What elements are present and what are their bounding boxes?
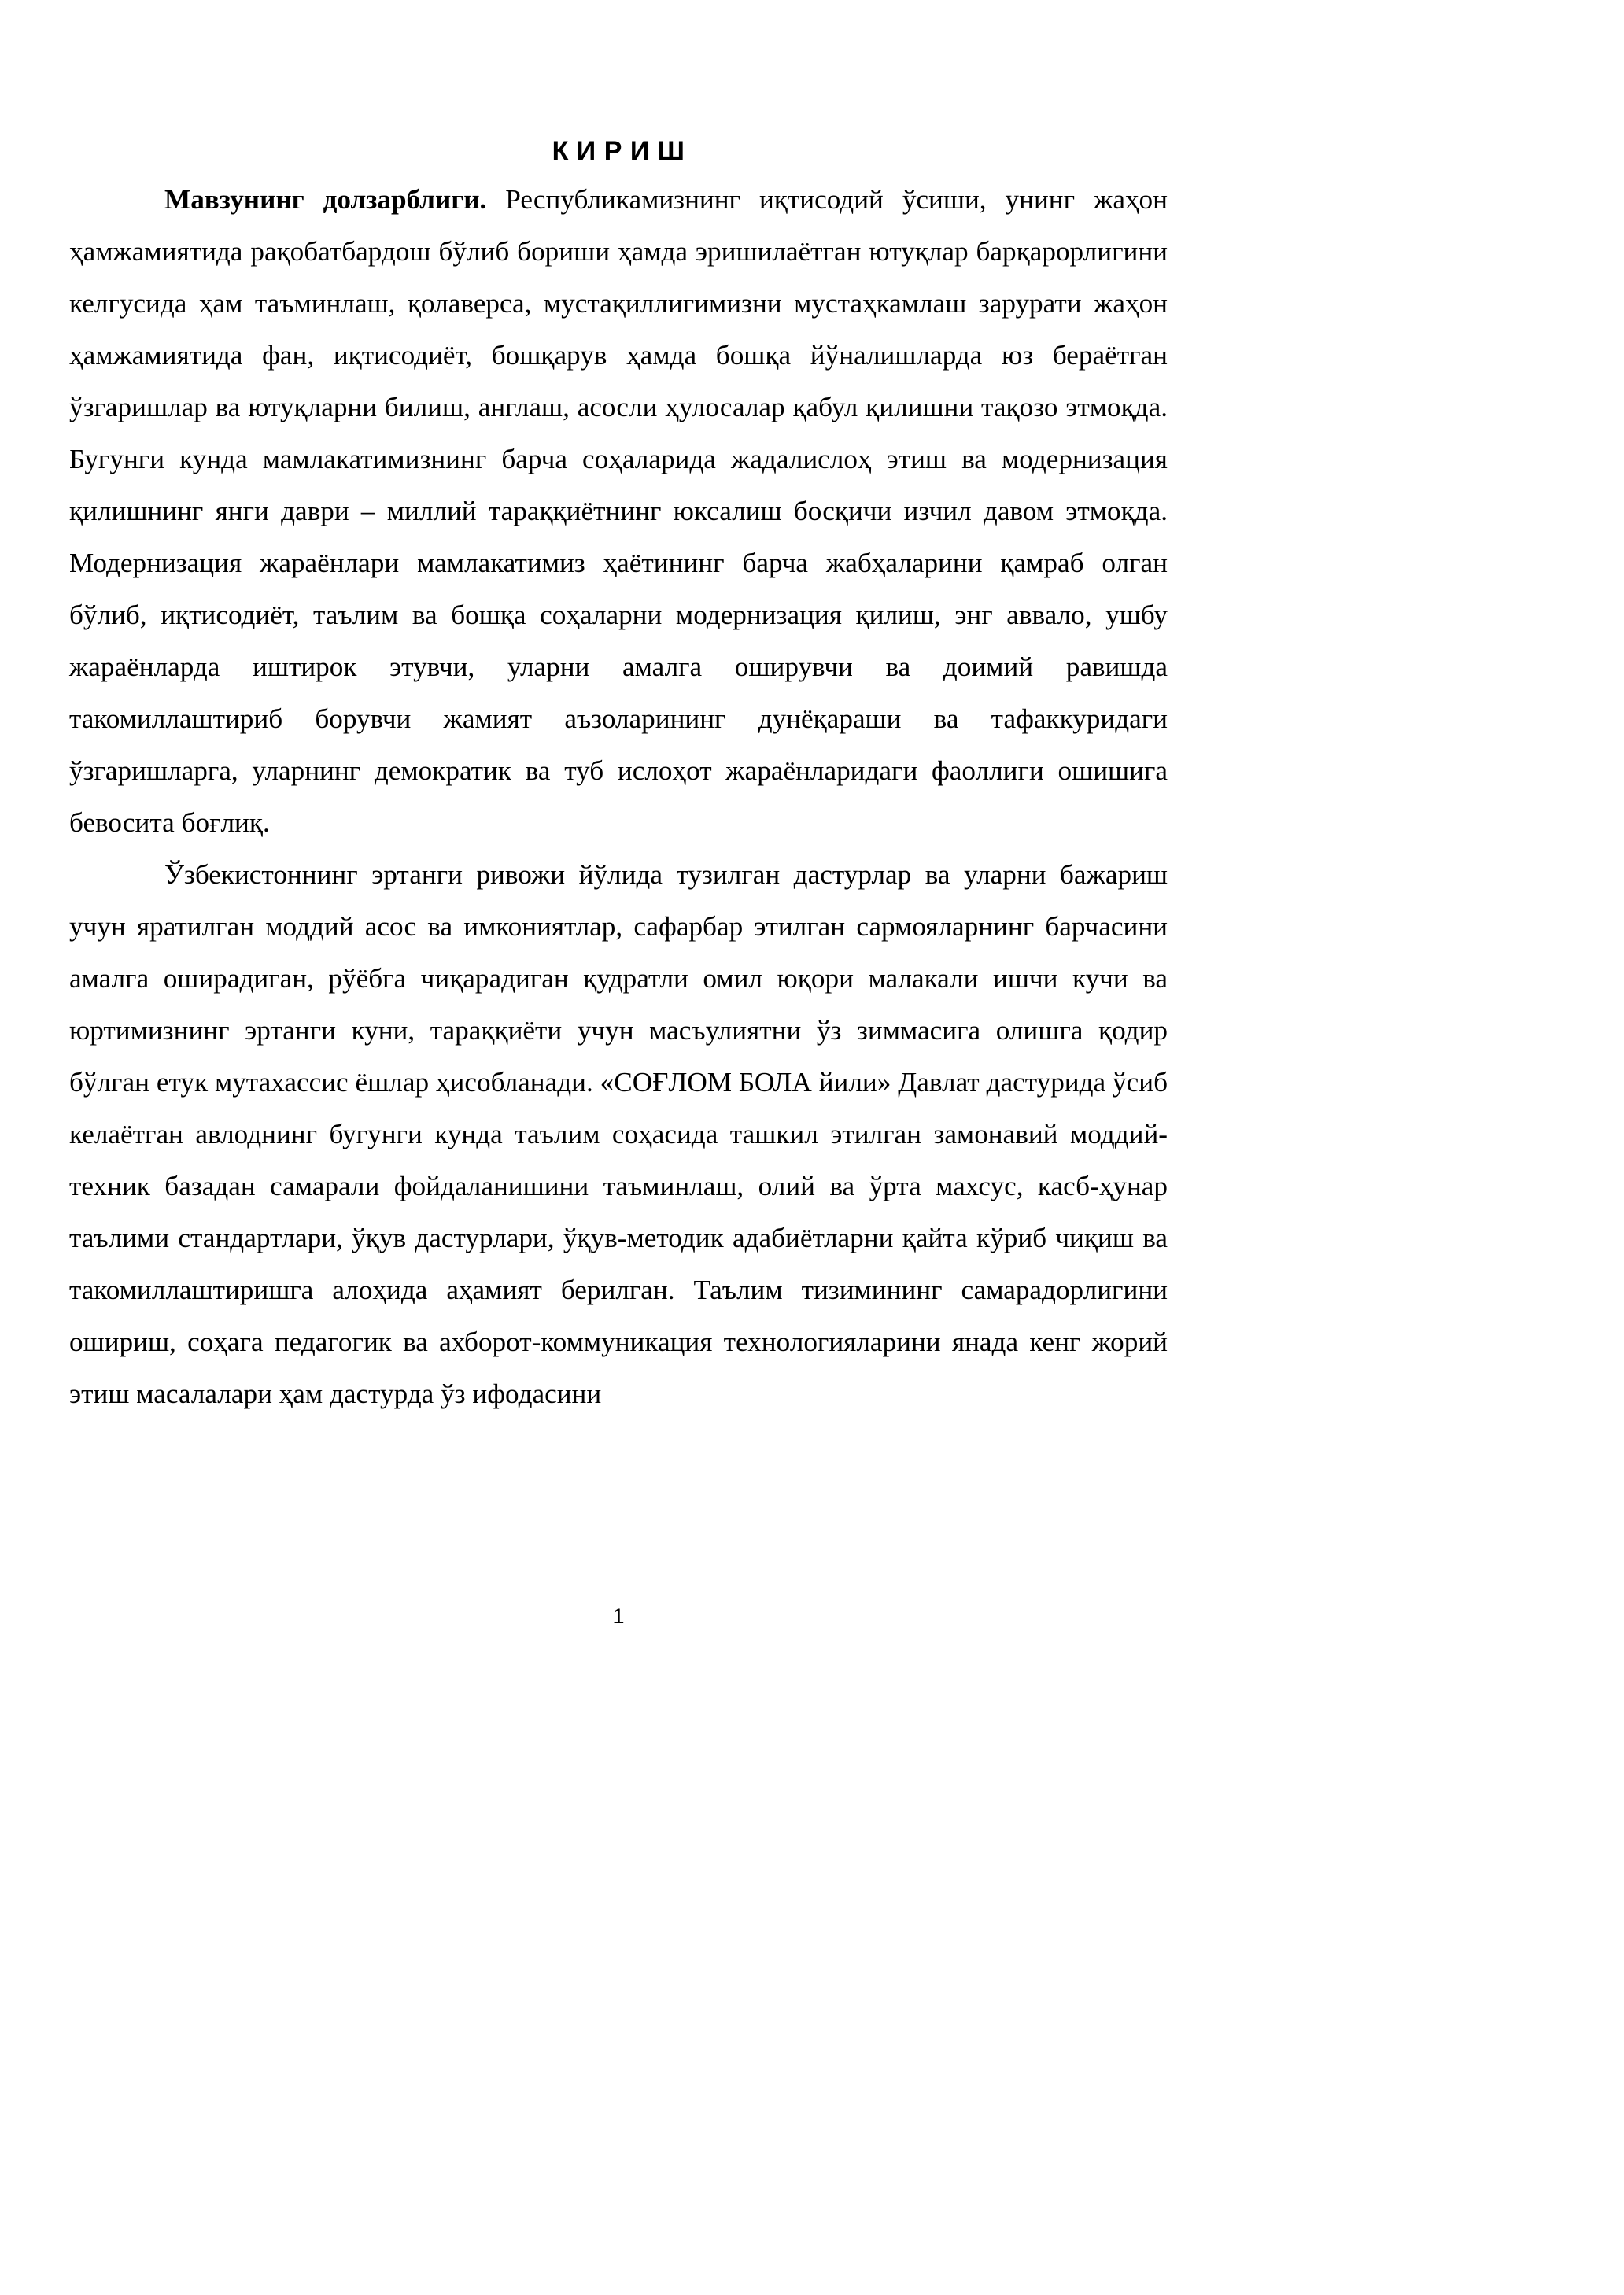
paragraph-text: Ўзбекистоннинг эртанги ривожи йўлида тузилган дастурлар ва уларни бажариш учун яратилган моддий асос ва имкониятлар, сафарбар этилган сармояларнинг барчасини амалга оширадиган, рўёбга чиқарадиган қудратли омил юқори малакали ишчи кучи ва юртимизнинг эртанги куни, тараққиёти учун масъулиятни ўз зиммасига олишга қодир бўлган етук мутахассис ёшлар ҳисобланади. «СОҒЛОМ БОЛА йили» Давлат дастурида ўсиб келаётган авлоднинг бугунги кунда таълим соҳасида ташкил этилган замонавий моддий-техник базадан самарали фойдаланишини таъминлаш, олий ва ўрта махсус, касб-ҳунар таълими стандартлари, ўқув дастурлари, ўқув-методик адабиётларни қайта кўриб чиқиш ва такомиллаштиришга алоҳида аҳамият берилган. Таълим тизимининг самарадорлигини ошириш, соҳага педагогик ва ахборот-коммуникация технологияларини янада кенг жорий этиш масалалари ҳам дастурда ўз ифодасини <box>69 859 1168 1409</box>
page-title: К И Р И Ш <box>552 136 685 166</box>
document-body <box>69 174 1168 1420</box>
page-number: 1 <box>612 1604 625 1628</box>
paragraph <box>69 849 1168 1420</box>
paragraph <box>69 174 1168 849</box>
paragraph-text: Республикамизнинг иқтисодий ўсиши, унинг жаҳон ҳамжамиятида рақобатбардош бўлиб бориши ҳамда эришилаётган ютуқлар барқарорлигини келгусида ҳам таъминлаш, қолаверса, мустақиллигимизни мустаҳкамлаш зарурати жаҳон ҳамжамиятида фан, иқтисодиёт, бошқарув ҳамда бошқа йўналишларда юз бераётган ўзгаришлар ва ютуқларни билиш, англаш, асосли ҳулосалар қабул қилишни тақозо этмоқда. Бугунги кунда мамлакатимизнинг барча соҳаларида жадалислоҳ этиш ва модернизация қилишнинг янги даври – миллий тараққиётнинг юксалиш босқичи изчил давом этмоқда. Модернизация жараёнлари мамлакатимиз ҳаётининг барча жабҳаларини қамраб олган бўлиб, иқтисодиёт, таълим ва бошқа соҳаларни модернизация қилиш, энг аввало, ушбу жараёнларда иштирок этувчи, уларни амалга оширувчи ва доимий равишда такомиллаштириб борувчи жамият аъзоларининг дунёқараши ва тафаккуридаги ўзгаришларга, уларнинг демократик ва туб ислоҳот жараёнларидаги фаоллиги ошишига бевосита боғлиқ. <box>69 184 1168 838</box>
paragraph-lead: Мавзунинг долзарблиги. <box>164 184 487 215</box>
